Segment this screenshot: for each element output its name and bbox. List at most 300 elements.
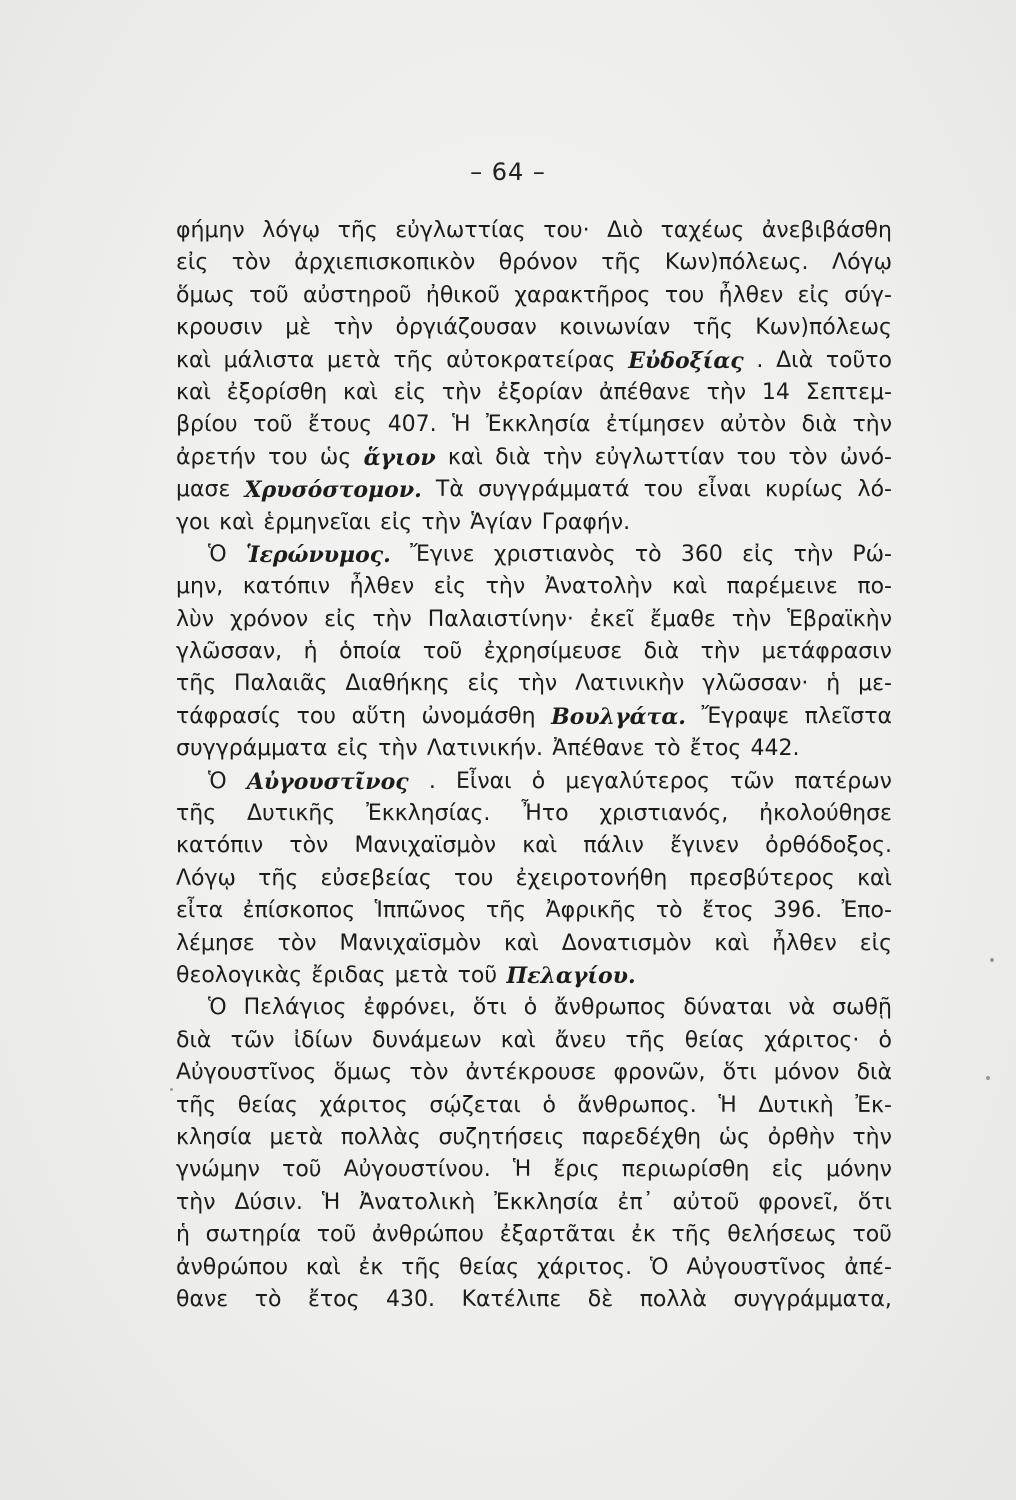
word: μην, [176,574,224,600]
text-line [176,992,892,1024]
word: τὴν [793,541,834,567]
word: δυνάμεων [371,1027,482,1053]
word: Λατινικήν. [426,736,544,762]
word: μετὰ [269,1124,324,1150]
word: Ἐκκλησία [485,412,591,438]
word: Κατέλιπε [461,1286,562,1312]
word: χάριτος. [536,1254,633,1280]
text-line [176,1252,892,1284]
text-line [176,863,892,895]
word: τὴν [372,606,412,632]
word: θεολογικὰς [176,962,303,988]
word: διὰ [176,1027,212,1053]
word: ἐξορίαν [497,379,584,405]
word: ἐκ [630,1222,656,1248]
emphasized-name: Αὐγουστῖνος [246,768,409,795]
word: Ἐκ- [855,1092,892,1118]
word: Ρώ- [852,541,892,567]
word: τοῦ [282,1157,322,1183]
word: τῆς [176,671,217,697]
word: Ἡ [321,1189,341,1215]
word: καὶ [176,379,211,405]
text-line [176,312,892,344]
word: Λατινικὴν [575,671,685,697]
word: τῆς [601,250,642,276]
word: τὸ [653,736,681,762]
word: μεγαλύτερος [565,768,711,794]
word: τῶν [230,1027,275,1053]
text-line [176,604,892,636]
word: καὶ [714,930,750,956]
word: χαρακτῆρος [514,282,651,308]
word: χάριτος [319,1092,408,1118]
word: καὶ [503,930,539,956]
text-line [176,539,892,571]
word: εἰς [324,606,357,632]
word: εὐσεβείας [320,865,432,891]
word: . [756,347,764,373]
word: θείας [684,1027,745,1053]
word: χάριτος· [764,1027,860,1053]
word: διὰ [856,1060,892,1086]
text-line [176,345,892,377]
word: Ἡ [718,1092,737,1118]
word: . [428,768,436,794]
word: τῆς [671,1222,712,1248]
word: καὶ [500,1027,536,1053]
word: τῆς [176,1092,217,1118]
word: 430. [386,1286,436,1312]
word: ὡς [319,444,352,470]
word: περιωρίσθη [621,1157,750,1183]
word: ἐχρησίμευσε [483,639,623,665]
word: τῆς [393,347,434,373]
word: μόνον [773,1060,840,1086]
word: τὴν [485,574,526,600]
word: Δύσιν. [234,1189,303,1215]
word: ἐξορίσθη [226,379,328,405]
word: ἠθικοῦ [425,282,500,308]
text-line [176,1219,892,1251]
word: εἰς [742,541,775,567]
word: εἰς [336,736,369,762]
word: τὸν [277,930,317,956]
word: ἑρμηνεῖαι [263,509,371,535]
word: τὴν [542,444,583,470]
word: τῆς [625,1027,666,1053]
word: Μανιχαϊσμὸν [354,833,497,859]
word: διὰ [643,639,680,665]
word: ἐξαρτᾶται [499,1222,616,1248]
word: Διὸ [607,218,644,243]
word: διὰ [801,412,838,438]
text-line [176,474,892,506]
word: ἐπ᾽ [617,1189,654,1215]
word: καὶ [857,865,892,891]
text-line [176,830,892,862]
word: ἡ [826,671,841,697]
text-line [176,571,892,603]
word: Ἱππῶνος [374,898,467,924]
text-line [176,636,892,668]
text-line [176,1154,892,1186]
word: τὴν [700,639,741,665]
text-line [176,798,892,830]
word: Παλαιᾶς [234,671,328,697]
word: εἰς [859,930,892,956]
word: αὐτὸν [719,412,787,438]
word: μὲ [285,315,312,341]
word: εὐγλωττίας [395,218,526,243]
word: δύναται [683,995,772,1021]
word: Ὁ [649,1254,669,1280]
word: 14 [761,379,790,405]
word: παρεδέχθη [582,1124,702,1150]
word: πατέρων [794,768,892,794]
word: τὸ [634,541,662,567]
word: τὴν [517,671,558,697]
emphasized-name: Πελαγίου. [506,962,636,989]
word: ἦλθεν [349,574,415,600]
word: Αὐγουστῖνος [176,1060,317,1086]
word: ἦλθεν [718,282,784,308]
word: ταχέως [660,218,745,243]
word: Ἐκκλησία [494,1189,599,1215]
word: ὁ [542,1092,556,1118]
word: τοῦτο [825,347,892,373]
word: του [664,282,705,308]
text-line [176,1187,892,1219]
text-line [176,247,892,279]
word: εἶτα [176,898,224,924]
word: Ἐπο- [841,898,892,924]
word: μόνην [825,1157,892,1183]
word: Εἶναι [456,768,512,794]
word: Λόγῳ [176,865,236,891]
word: ἔτος [702,898,754,924]
word: τὴν [852,412,892,438]
word: του [643,477,684,503]
text-line [176,1090,892,1122]
word: τὴν [333,315,374,341]
word: τῆς [692,315,733,341]
word: ὅμως [333,1060,393,1086]
word: συγγράμματά [478,477,630,503]
word: ἄνθρωπος. [577,1092,697,1118]
word: τὴν [441,379,482,405]
word: ἠκολούθησε [759,801,892,827]
word: Ἀνατολικὴ [359,1189,476,1215]
text-line [176,1284,892,1316]
word: ὀργιάζουσαν [395,315,537,341]
word: ὠνομάσθη [421,703,536,729]
word: τὸν [788,444,828,470]
word: θείας [458,1254,520,1280]
word: ὅμως [176,282,235,308]
word: ὁποία [339,639,402,665]
text-line [176,280,892,312]
word: βρίου [176,412,238,438]
word: ὅτι [722,1060,757,1086]
word: φήμην [176,218,245,243]
word: λόγῳ [262,218,321,243]
word: με- [858,671,892,697]
word: τοῦ [422,639,463,665]
word: ἔρις [553,1157,600,1183]
word: Ὁ [208,541,227,567]
word: κατόπιν [242,574,330,600]
page-number: – 64 – [470,158,546,186]
print-speck [990,958,994,962]
word: Διὰ [776,347,814,373]
word: λὺν [176,606,215,632]
word: καὶ [447,444,483,470]
word: εἰς [467,671,500,697]
text-line [176,377,892,409]
word: τοῦ [316,1222,357,1248]
word: τῆς [176,801,217,827]
word: πο- [857,574,892,600]
word: διὰ [495,444,531,470]
word: αὐτοῦ [672,1189,740,1215]
word: ἄνθρωπος [554,995,667,1021]
word: τῆς [401,1254,442,1280]
word: ἐκ [358,1254,384,1280]
word: θανε [176,1286,229,1312]
word: Ἔγινε [410,541,475,567]
text-line [176,1057,892,1089]
word: ἀνθρώπου [176,1254,289,1280]
emphasized-name: Εὐδοξίας [628,347,744,374]
word: τὴν [852,1124,892,1150]
word: ἐτίμησεν [605,412,705,438]
word: Τὰ [435,477,464,503]
text-line [176,766,892,798]
word: τὸ [254,1286,282,1312]
word: Γραφήν. [541,509,631,535]
word: κοινωνίαν [559,315,671,341]
word: Ἔγραψε [701,703,790,729]
word: Σεπτεμ- [805,379,892,405]
word: εἰς [379,509,413,535]
word: μασε [176,477,231,503]
word: τῆς [337,218,378,243]
text-line [176,733,892,765]
word: καὶ [219,509,255,535]
word: του [268,444,308,470]
word: εἰς [771,1157,804,1183]
word: συζητήσεις [438,1124,565,1150]
word: ὀρθόδοξος. [765,833,892,859]
word: Κων)πόλεως [755,315,892,341]
word: ἄνευ [554,1027,607,1053]
word: του [736,444,777,470]
text-line [176,895,892,927]
word: ἦλθεν [772,930,837,956]
word: ὡς [718,1124,751,1150]
word: Μανιχαϊσμὸν [339,930,482,956]
word: λέμησε [176,930,255,956]
word: ἔμαθε [650,606,716,632]
word: θρόνον [498,250,578,276]
word: ἀρχιεπισκοπικὸν [294,250,476,276]
word: ἀντέκρουσε [465,1060,597,1086]
word: τὸν [409,1060,449,1086]
word: Διαθήκης [345,671,450,697]
word: Αὐγουστίνου. [343,1157,491,1183]
word: τῆς [258,865,299,891]
word: Ἐκκλησίας. [366,801,491,827]
word: ἔγινεν [670,833,739,859]
word: χριστιανός, [599,801,729,827]
word: τὸν [289,833,329,859]
text-line [176,1025,892,1057]
text-line [176,507,892,539]
word: συγγράμματα, [733,1286,892,1312]
emphasized-name: Βουλγάτα. [551,703,686,730]
word: γνώμην [176,1157,260,1183]
word: τοῦ [457,962,498,988]
print-speck [170,1088,173,1091]
word: ἔτος [307,1286,360,1312]
word: Ὁ [208,995,227,1021]
word: εἶναι [697,477,751,503]
word: Ὁ [208,768,227,794]
word: τὴν [176,1189,216,1215]
print-speck [986,1076,990,1080]
word: ἐπίσκοπος [242,898,356,924]
word: τὴν [706,379,747,405]
word: ὅτι [857,1189,892,1215]
text-line [176,442,892,474]
word: ἐφρόνει, [363,995,456,1021]
word: 442. [750,736,800,762]
word: Κων)πόλεως. [664,250,809,276]
word: γλῶσσαν, [176,639,283,665]
word: γλῶσσαν· [702,671,809,697]
word: θελήσεως [727,1222,837,1248]
word: καὶ [305,1254,341,1280]
word: ἡ [303,639,318,665]
text-line [176,928,892,960]
emphasized-name: Χρυσόστομον. [244,477,422,504]
word: πολλὰς [340,1124,421,1150]
word: μετὰ [394,962,449,988]
word: πλεῖστα [804,703,892,729]
word: τὴν [731,606,772,632]
word: εἰς [176,250,209,276]
word: ἀνεβιβάσθη [761,218,892,243]
word: Ἀνατολὴν [544,574,653,600]
text-line [176,215,892,247]
word: συγγράμματα [176,736,328,762]
word: αὕτη [351,703,406,729]
text-line [176,1122,892,1154]
word: σωτηρία [205,1222,302,1248]
word: ἰδίων [293,1027,353,1053]
word: κυρίως [764,477,844,503]
word: νὰ [788,995,816,1021]
word: Πελάγιος [243,995,347,1021]
word: φρονεῖ, [758,1189,839,1215]
word: παρέμεινε [726,574,838,600]
word: σωθῇ [832,995,892,1021]
word: φρονῶν, [613,1060,706,1086]
word: ὁ [878,1027,892,1053]
word: πάλιν [583,833,644,859]
word: γοι [176,509,210,535]
word: Ἁγίαν [470,509,533,535]
word: σύγ- [844,282,892,308]
word: εὐγλωττίαν [594,444,725,470]
word: ἡ [176,1222,190,1248]
word: Ἑβραϊκὴν [787,606,892,632]
word: αὐστηροῦ [302,282,412,308]
word: καὶ [343,379,378,405]
word: ἔριδας [311,962,386,988]
word: ἀνθρώπου [371,1222,484,1248]
word: εἰς [433,574,467,600]
word: πρεσβύτερος [689,865,835,891]
word: σῴζεται [429,1092,521,1118]
word: ἐκεῖ [589,606,635,632]
word: Ἀπέθανε [552,736,645,762]
word: χριστιανὸς [493,541,616,567]
word: χρόνον [230,606,309,632]
text-line [176,960,892,992]
word: εἰς [393,379,427,405]
word: Λόγῳ [832,250,892,276]
word: κρουσιν [176,315,263,341]
text-line [176,701,892,733]
word: ἐχειροτονήθη [515,865,668,891]
word: του [296,703,337,729]
word: αὐτοκρατείρας [446,347,616,373]
word: τοῦ [249,282,289,308]
word: κατόπιν [176,833,264,859]
word: Ἀφρικῆς [545,898,637,924]
word: τῶν [730,768,775,794]
word: 407. [387,412,437,438]
word: μετάφρασιν [761,639,892,665]
word: τὴν [421,509,461,535]
word: τὴν [378,736,418,762]
word: ἀπέθανε [598,379,691,405]
word: τὸν [231,250,271,276]
emphasized-name: ἅγιον [363,444,436,471]
word: πολλὰ [639,1286,707,1312]
word: ὠνό- [839,444,892,470]
body-text [176,215,892,1316]
word: Ἡ [512,1157,532,1183]
word: Παλαιστίνην· [427,606,574,632]
word: καὶ [672,574,708,600]
word: τοῦ [253,412,293,438]
word: Δυτικὴ [758,1092,834,1118]
word: τῆς [485,898,527,924]
word: 360 [680,541,723,567]
word: ἀρετήν [176,444,256,470]
word: εἰς [797,282,830,308]
word: ἔτους [307,412,373,438]
word: Ἡ [452,412,471,438]
emphasized-name: Ἱερώνυμος. [245,541,391,568]
word: λό- [857,477,892,503]
word: του [453,865,494,891]
word: κλησία [176,1124,252,1150]
word: Αὐγουστῖνος [686,1254,827,1280]
word: Ἦτο [521,801,569,827]
